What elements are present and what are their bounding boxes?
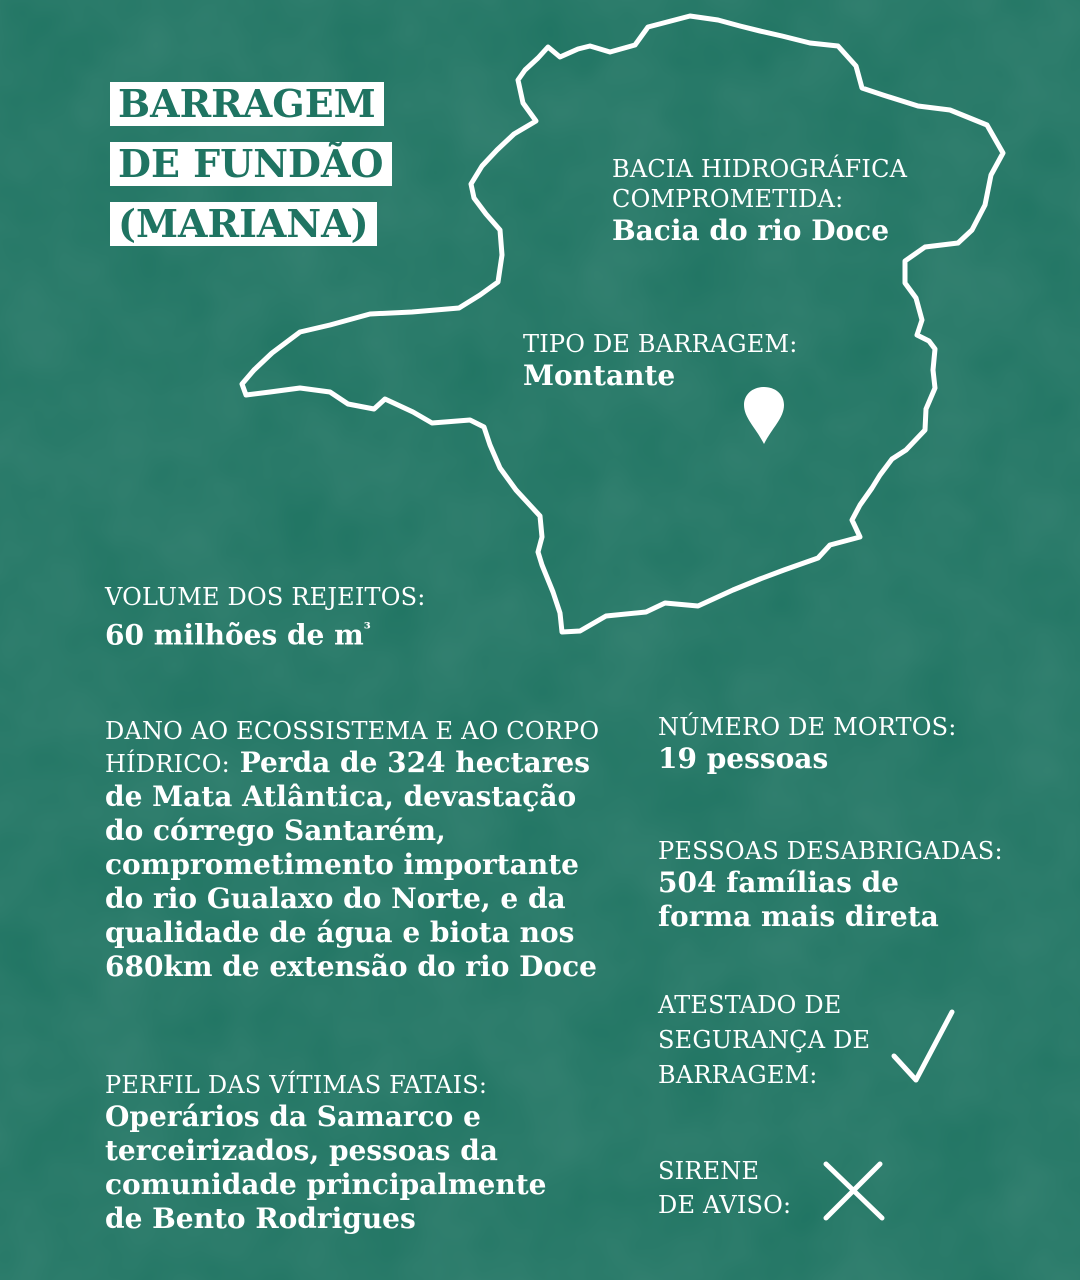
perfil-value-line: comunidade principalmente [105,1168,547,1201]
dano-value-line: 680km de extensão do rio Doce [105,950,597,983]
dano-value-line: do rio Gualaxo do Norte, e da [105,882,566,915]
bacia-value: Bacia do rio Doce [612,214,890,247]
perfil-value-line: de Bento Rodrigues [105,1202,416,1235]
location-pin-icon [744,387,784,444]
atestado-label-line: ATESTADO DE [658,991,842,1019]
perfil-value-line: terceirizados, pessoas da [105,1134,498,1167]
volume-value [105,612,426,652]
bacia-block [612,154,907,248]
perfil-value-line: Operários da Samarco e [105,1100,481,1133]
title-line-2: DE FUNDÃO [110,142,392,186]
volume-block [105,582,426,652]
sirene-label-line: DE AVISO: [658,1191,792,1219]
dano-value-line: qualidade de água e biota nos [105,916,575,949]
perfil-block [105,1070,546,1236]
dano-value-line: de Mata Atlântica, devastação [105,780,577,813]
mortos-value: 19 pessoas [658,742,829,775]
atestado-label-line: BARRAGEM: [658,1061,818,1089]
volume-label: VOLUME DOS REJEITOS: [105,583,426,611]
mortos-label: NÚMERO DE MORTOS: [658,713,957,741]
sirene-block [658,1154,791,1222]
dano-label-line2: HÍDRICO: [105,750,230,778]
bacia-label-line2: COMPROMETIDA: [612,185,844,213]
tipo-block [523,329,798,393]
desabrigados-label: PESSOAS DESABRIGADAS: [658,837,1003,865]
volume-unit-superscript: ³ [363,619,371,638]
mortos-block [658,712,957,776]
title-line-1: BARRAGEM [110,82,384,126]
checkmark-icon [884,1000,964,1100]
desabrigados-value-line: forma mais direta [658,900,939,933]
dano-block [105,716,599,984]
bacia-label-line1: BACIA HIDROGRÁFICA [612,155,908,183]
atestado-block [658,988,870,1093]
title-line-3: (MARIANA) [110,202,377,246]
atestado-label-line: SEGURANÇA DE [658,1026,871,1054]
tipo-value: Montante [523,359,676,392]
cross-icon [816,1156,892,1226]
perfil-label: PERFIL DAS VÍTIMAS FATAIS: [105,1071,488,1099]
dano-line-first [105,746,599,780]
dano-value-line: do córrego Santarém, [105,814,446,847]
dano-value-first: Perda de 324 hectares [239,746,590,779]
tipo-label: TIPO DE BARRAGEM: [523,330,798,358]
volume-value-text: 60 milhões de m [105,618,364,652]
desabrigados-value-line: 504 famílias de [658,866,899,899]
desabrigados-block [658,836,1003,934]
dano-value-line: comprometimento importante [105,848,579,881]
sirene-label-line: SIRENE [658,1157,760,1185]
dano-label-line1: DANO AO ECOSSISTEMA E AO CORPO [105,717,600,745]
